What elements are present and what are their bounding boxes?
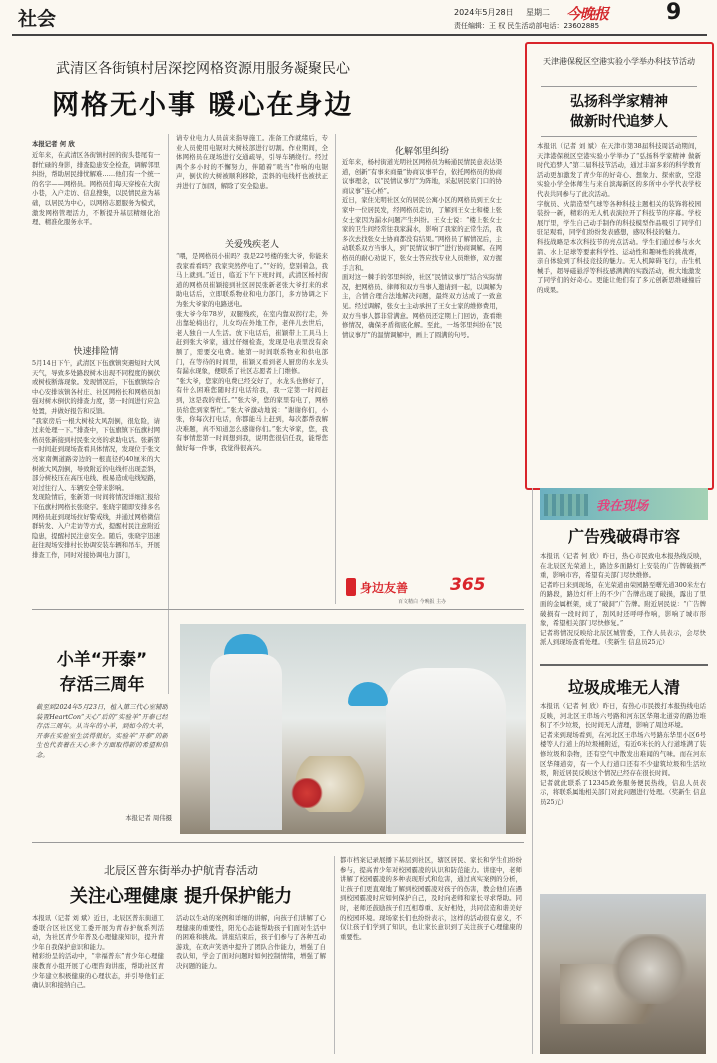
kid-photo-credit: 本报记者 周伟摄 bbox=[125, 814, 172, 822]
sheep-photo bbox=[180, 624, 526, 834]
featured-sidebar bbox=[525, 42, 714, 490]
feature1-body: 本报讯（记者 何 欣）昨日，热心市民致电本报热线反映，在北辰区光荣道上，路边多面路灯上安装的广告牌破损严重，影响市容，希望有关部门尽快维修。 记者昨日来到现场，在光荣道由荣园路至曙光道300米左右的路段，路边灯杆上的不少广告牌出现了破损，露出了里面的金属框架，成了“破洞”广告牌。附近居民说：“广告牌破损有一段时间了，刮风时还呼呼作响，影响了城市形象，希望相关部门尽快修复。” 记者将情况反映给北辰区城管委，工作人员表示，会尽快派人到现场查看处理。（奖新生 信息员25元） bbox=[540, 552, 706, 647]
lead-kicker: 武清区各街镇村居深挖网格资源用服务凝聚民心 bbox=[56, 61, 350, 77]
bottom-col1: 本报讯（记者 刘 斌）近日，北辰区普东街道工委联合区社区党工委开展为青春护航系列活动，为社区青少年普及心理健康知识，提升青少年自我保护意识和能力。 精彩纷呈的活动中，“幸福普东”青少年心理健康教育小组开展了心理咨询讲座，帮助社区青少年建立积极健康的心理状态，并引导他们正确认识和接纳自己。 bbox=[32, 914, 164, 990]
feature1-headline: 广告残破碍市容 bbox=[567, 527, 680, 546]
feature2-body: 本报讯（记者 何 欣）昨日，有热心市民拨打本报热线电话反映，河北区王串场六号路和河东区华翔北道旁的路边堆积了不少垃圾，长时间无人清理，影响了周边环境。 记者来到现场看到，在河北区王串场六号路东华里小区6号楼等人行道上的垃圾桶附近，有近6米长的人行道堆满了装修垃圾和杂物，还有空气中散发出难闻的气味。而在河东区华翔道旁，有一个人行道口还有不少建筑垃圾和生活垃圾，附近居民反映这个情况已经存在很长时间。 记者就此联系了12345政务服务便民热线，信息人员表示，将联系属地相关部门对此问题进行处理。（奖新生 信息员25元） bbox=[540, 702, 706, 806]
lead-col2-b: “喂，是网格员小崔吗？我是22号楼的张大爷，你能来我家看看吗？我家突然停电了。”“好的，您别着急，我马上就到。”近日，临近下午下班时间，武清区杨村街道的网格员崔颖接到社区居民张新老张大爷打来的求助电话后，立即联系物业和电力部门，多方协调之下为张大爷家的电路送电。 张大爷今年78岁，双腿残疾，在室内靠双拐行走，外出靠轮椅出行，儿女均在外地工作，老伴儿去世后，老人独自一人生活。放下电话后，崔颖带上工具马上赶到张大爷家，通过仔细检查，发现是电表里没有余额了，需要交电费。她第一时间联系物业和供电部门，在等待的时间里，崔颖又看到老人厨房的水龙头有漏水现象，便联系了社区志愿者上门维修。 “张大爷，您家的电费已经交好了，水龙头也修好了，有什么困难您随时打电话给我，我一定第一时间赶到，这是我的责任。”“张大爷，您的家里有电了，网格员给您到家帮忙。”张大爷激动地说：“谢谢你们，小张，你每次打电话，你都能马上赶到，每次都帮我解决难题，真不知道怎么感谢你们。”张大爷家，您，我有事情您第一时间想到我，说明您很信任我，能帮您做好每一件事，我觉得很高兴。 bbox=[176, 252, 328, 452]
feature2-headline: 垃圾成堆无人清 bbox=[567, 678, 680, 697]
sidebar-headline: 弘扬科学家精神 做新时代追梦人 bbox=[570, 94, 668, 130]
lead-headline: 网格无小事 暖心在身边 bbox=[52, 90, 354, 121]
subhead-dispute: 化解邻里纠纷 bbox=[394, 147, 449, 157]
bottom-kicker: 北辰区普东街举办护航青春活动 bbox=[104, 864, 258, 877]
subhead-danger: 快速排险情 bbox=[73, 347, 119, 357]
divider bbox=[541, 86, 697, 87]
divider bbox=[32, 842, 524, 843]
lead-col1-intro: 近年来，在武清区各街镇村居的街头巷尾有一群忙碌的身影，排查隐患安全检查，调解邻里纠纷，帮助居民排忧解难……他们有一个统一的名字——网格员。网格员们每天穿梭在大街小巷，入户走访、信息搜集，以民情民意为基础，以居民为中心，以网格志愿服务为模式，激发网格管理活力，不断提升基层精细化治理、精准化服务水平。 bbox=[32, 151, 160, 227]
bottom-col2: 活动以生动的案例和详细的讲解，向孩子们讲解了心理健康的重要性，阳光心态能帮助孩子们面对生活中的困难和挑战。讲座结束后，孩子们参与了各种互动游戏，在欢声笑语中提升了团队合作能力，增强了自我认知，学会了面对问题时如何控制情绪，增强了解决问题的能力。 bbox=[176, 914, 326, 970]
friendly-365-logo: 身边友善 365 百文精白 今晚报 主办 bbox=[346, 576, 502, 606]
bottom-headline: 关注心理健康 提升保护能力 bbox=[69, 886, 293, 907]
section-name: 社会 bbox=[18, 8, 57, 30]
issue-weekday: 星期二 bbox=[526, 8, 550, 17]
sidebar-body: 本报讯（记者 刘 斌）在天津市第38届科技周活动期间，天津港保税区空港实验小学举办了“弘扬科学家精神 做新时代追梦人”第二届科技节活动，通过丰富多彩的科学教育活动更加激发了青少年的好奇心、想象力、探索欲，空港实验小学全体师生与来自滨海新区的多所中小学代表学校代表共同参与了此次活动。 字航员、火箭造型气球等各种科技主题相关的装饰将校园装扮一新，精彩的无人机表演拉开了科技节的序幕。学校展厅里，学生自己动手制作的科技模型作品吸引了同学们驻足观看，同学们纷纷发表感想，感叹科技的魅力。 科技战略是本次科技节的亮点活动。学生们通过参与水火箭、水上足球等要素科学性、运动性和趣味性的挑战赛，亲自体验到了科技竞技的魅力。无人机障碍飞行，击生机械手，超导磁悬浮等科技感满满的实践活动，极大地激发了同学们的好奇心。更能让他们有了多元创新思维碰撞后的成果。 bbox=[537, 142, 701, 294]
lead-col1-body: 5月14日下午，武清区下伍旗镇突遇短时大风天气，导致多处路段树木出现不同程度的倒伏或树枝断落现象。发现情况后，下伍旗镇综合中心安排该镇各村庄、社区网格长和网格员加强对树木倒伏的排查力度，第一时间进行应急处置，并做好报告和反馈。 “我家房后一根大树枝大风刮倒，很危险，请过来处理一下。”排查中，下伍旗镇下伍旗村网格员张新接到村民张文亮的求助电话。张新第一时间赶到现场查看具体情况，发现位于张文亮家南侧道路旁边的一根直径约40厘米的大树被大风刮倒，导致附近的电线杆出现歪斜，部分树枝压在高压电线、极易造成电线短路，对过往行人、车辆安全带来影响。 发现险情后，张新第一时间将情况详细汇报给下伍旗村网格长张晓宇。张晓宇随即安排多名网格员赶到现场拉好警戒线，并通过网格微信群转发、入户走访等方式，提醒村民注意附近隐患，提醒村民注意安全。随后，张晓宇迅速赶往现场安排村长协调安装车辆和吊车，开展排查工作，同时对接协调电力部门， bbox=[32, 359, 160, 559]
lead-byline: 本报记者 何 欣 bbox=[32, 140, 75, 148]
garbage-photo bbox=[540, 894, 706, 1054]
divider bbox=[335, 134, 336, 604]
bottom-col3: 都市档案记录展播下基层到社区，辖区居民、家长和学生们纷纷参与，提高青少年对校园霸凌的认识和防范能力。讲座中，老师讲解了校园霸凌的多种表现形式和危害，通过真实案例的分析，让孩子们更直观地了解到校园霸凌对孩子的伤害，教会他们在遇到校园霸凌时应如何保护自己，及时向老师和家长寻求帮助。同时，老师还鼓励孩子们互相尊重、友好相处，共同营造和谐美好的校园环境。现场家长们也纷纷表示，这样的活动很有意义，不仅让孩子们学到了知识，也让家长意识到了关注孩子心理健康的重要性。 bbox=[340, 856, 522, 941]
lead-col3: 近年来，杨村街道光明社区网格员为畅通民情民意表达渠道，创新“有事来商量”协商议事平台，依托网格员的协商议事理念，以“民情议事厅”为阵地，采起居民家门口的协商议事“连心桥”。 近日，家住光明社区女的居民公寓小区的网格员到王女士家中一位居民发，经网格员走访，了解到王女士和楼上张女士家因为漏水问题产生纠纷。王女士说：“楼上张女士家的卫生间经常往我家漏水，影响了我家的正常生活，我多次去找张女士协商都没有结果。”网格员了解情况后，主动联系双方当事人，到“民情议事厅”进行协商调解。在网格员的耐心劝说下，张女士答应找专业人员维修，双方握手言和。 面对这一棘手的邻里纠纷，社区“民情议事厅”结合实际情况，把网格员、律师和双方当事人邀请到一起，以调解为主，合情合理合法地解决问题，最终双方达成了一致意见。经过调解，张女士主动承担了王女士家的维修费用，双方当事人都非常满意。网格员还定期上门回访，查看维修情况，确保矛盾彻底化解。至此，一场邻里纠纷在“民情议事厅”的温情调解中，画上了圆满的句号。 bbox=[342, 158, 502, 339]
newspaper-logo: 今晚报 bbox=[566, 5, 609, 23]
issue-date: 2024年5月28日 bbox=[454, 8, 514, 17]
divider bbox=[540, 664, 708, 666]
divider bbox=[334, 856, 335, 1054]
divider bbox=[168, 134, 169, 694]
masthead-rule bbox=[12, 34, 707, 36]
on-site-banner: 我在现场 bbox=[540, 488, 708, 520]
page-number: 9 bbox=[666, 0, 682, 25]
lead-col2-a: 请专业电力人员前来指导施工。准备工作就绪后，专业人员使用电锯对大树枝部进行切割。作业期间，全体网格员在现场进行交通疏导，引导车辆绕行。经过两个多小时的不懈努力，伴随着“咣当”作响的电锯声，倒伏的大树被顺利移除，歪斜的电线杆也被扶正并进行了加固，解除了安全隐患。 bbox=[176, 134, 328, 190]
divider bbox=[32, 609, 524, 610]
sidebar-kicker: 天津港保税区空港实验小学举办科技节活动 bbox=[543, 57, 695, 66]
editor-line: 责任编辑：王 权 民生活动部电话：23602885 bbox=[454, 22, 600, 30]
kid-headline: 小羊“开泰” 存活三周年 bbox=[56, 650, 148, 695]
divider bbox=[532, 488, 533, 1054]
subhead-elderly: 关爱残疾老人 bbox=[224, 240, 279, 250]
divider bbox=[541, 136, 697, 137]
kid-body: 截至到2024年5月23日，植入第三代心室辅助装置HeartCon“天心”后的“实验羊”开泰已经存活三周年。从当年的小羊，到如今的大羊，开泰在实验室生活得很好。实验羊“开泰”的新生也代表着在天心多个方面取得新的希望和信念。 bbox=[36, 703, 168, 759]
